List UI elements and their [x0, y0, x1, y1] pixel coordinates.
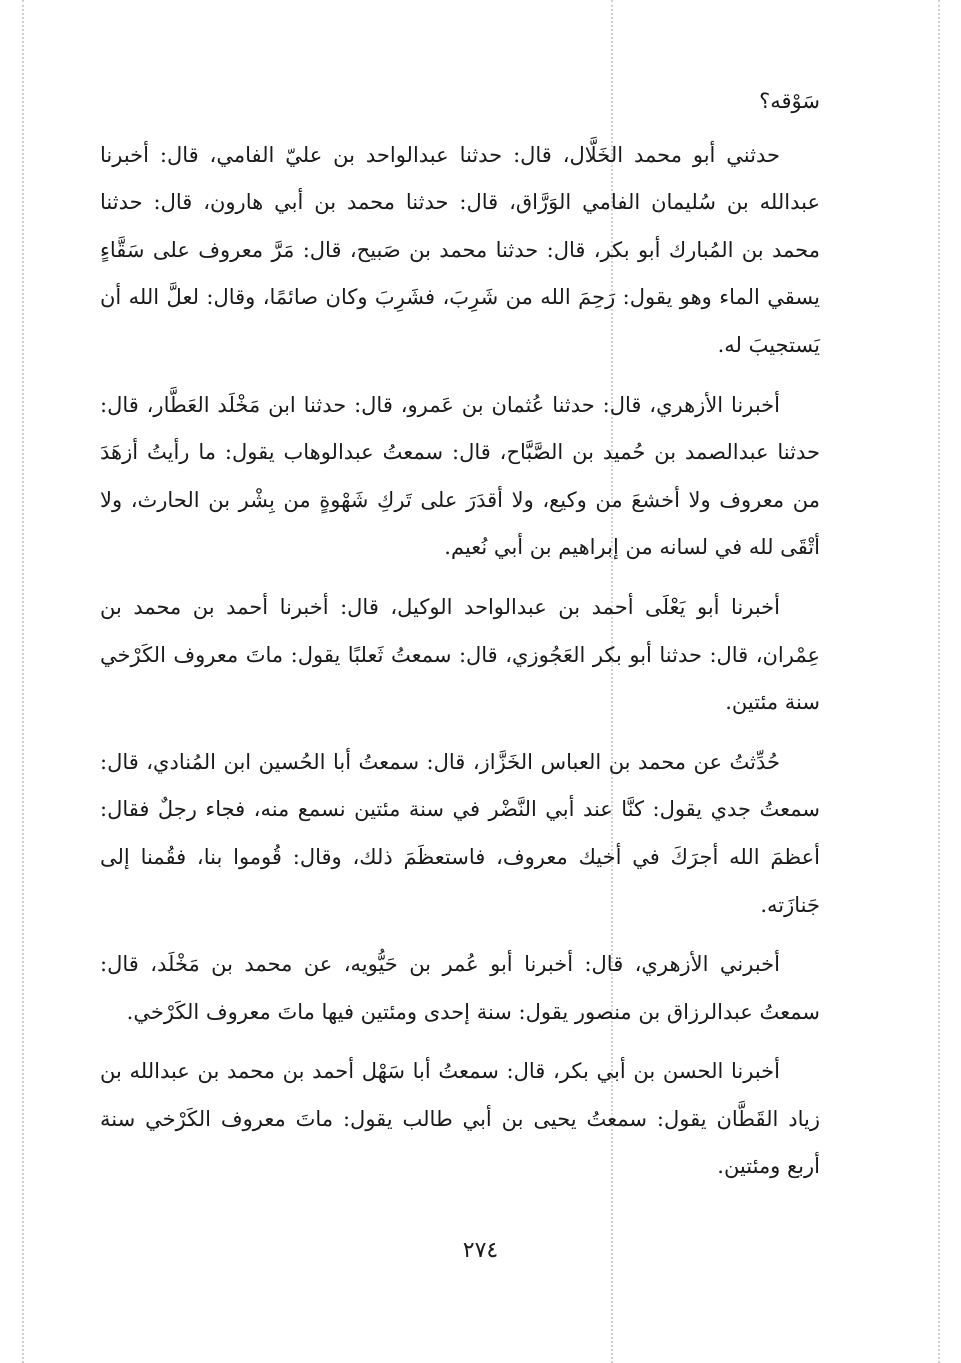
- scan-margin-dots-left: [22, 0, 24, 1363]
- page-number: ٢٧٤: [462, 1238, 499, 1263]
- narration-paragraph-4: حُدِّثتُ عن محمد بن العباس الخَزَّاز، قال: سمعتُ أبا الحُسين ابن المُنادي، قال: سمعتُ جدي يقول: كنَّا عند أبي النَّضْر في سنة مئتين نسمع منه، فجاء رجلٌ فقال: أعظمَ الله أجرَكَ في أخيك معروف، فاستعظَمَ ذلك، وقال: قُوموا بنا، فقُمنا إلى جَنازَته.: [100, 749, 820, 917]
- document-page: [100, 78, 820, 1203]
- narration-paragraph-2: أخبرنا الأزهري، قال: حدثنا عُثمان بن عَمرو، قال: حدثنا ابن مَخْلَد العَطَّار، قال: حدثنا عبدالصمد بن حُميد بن الصَّبَّاح، قال: سمعتُ عبدالوهاب يقول: ما رأيتُ أزهَدَ من معروف ولا أخشعَ من وكيع، ولا أقدَرَ على تَركِ شَهْوةٍ من بِشْر بن الحارث، ولا أتْقَى لله في لسانه من إبراهيم بن أبي نُعيم.: [100, 392, 820, 560]
- continuation-fragment: سَوْقه؟: [759, 89, 820, 113]
- narration-paragraph-1: حدثني أبو محمد الخَلَّال، قال: حدثنا عبدالواحد بن عليّ الفامي، قال: أخبرنا عبدالله بن سُليمان الفامي الوَرَّاق، قال: حدثنا محمد بن أبي هارون، قال: حدثنا محمد بن المُبارك أبو بكر، قال: حدثنا محمد بن صَبيح، قال: مَرَّ معروف على سَقَّاءٍ يسقي الماء وهو يقول: رَحِمَ الله من شَرِبَ، فشَرِبَ وكان صائمًا، وقال: لعلَّ الله أن يَستجيبَ له.: [100, 142, 820, 357]
- narration-paragraph-5: أخبرني الأزهري، قال: أخبرنا أبو عُمر بن حَيُّويه، عن محمد بن مَخْلَد، قال: سمعتُ عبدالرزاق بن منصور يقول: سنة إحدى ومئتين فيها ماتَ معروف الكَرْخي.: [100, 952, 820, 1024]
- narration-paragraph-3: أخبرنا أبو يَعْلَى أحمد بن عبدالواحد الوكيل، قال: أخبرنا أحمد بن محمد بن عِمْران، قال: حدثنا أبو بكر العَجُوزي، قال: سمعتُ ثَعلبًا يقول: ماتَ معروف الكَرْخي سنة مئتين.: [100, 594, 820, 715]
- scan-margin-dots-right: [938, 0, 940, 1363]
- narration-paragraph-6: أخبرنا الحسن بن أبي بكر، قال: سمعتُ أبا سَهْل أحمد بن محمد بن عبدالله بن زياد القَطَّان يقول: سمعتُ يحيى بن أبي طالب يقول: ماتَ معروف الكَرْخي سنة أربع ومئتين.: [100, 1059, 820, 1179]
